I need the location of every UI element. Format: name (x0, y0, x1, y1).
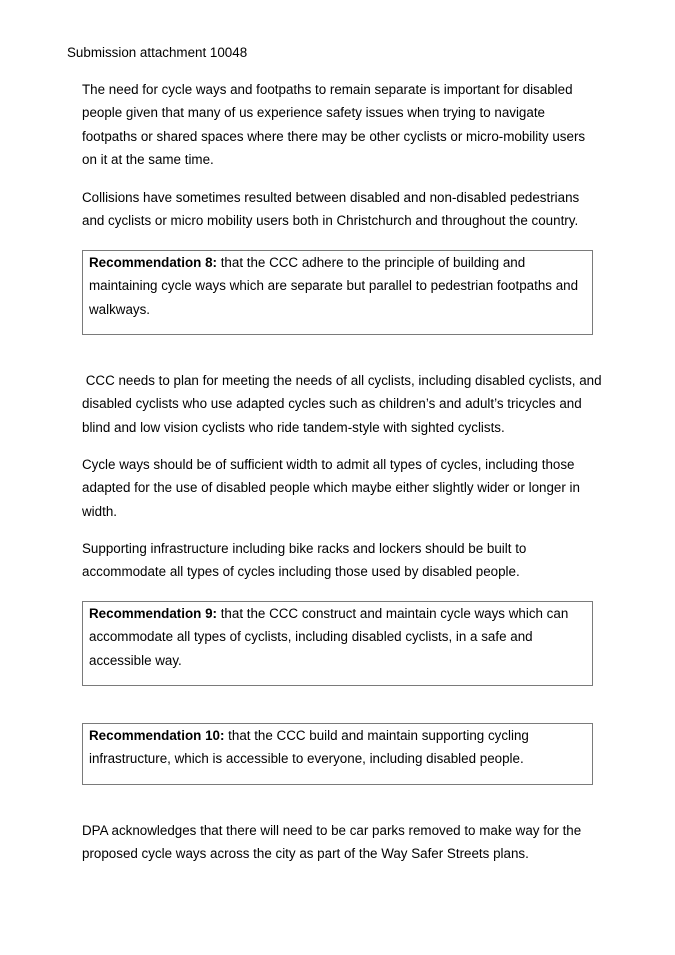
paragraph-infrastructure: Supporting infrastructure including bike racks and lockers should be built to accommodate all types of cycles including those used by disabled people. (82, 541, 527, 580)
recommendation-10-text (89, 724, 586, 771)
recommendation-10-box (82, 723, 593, 785)
recommendation-8-text (89, 251, 586, 321)
document-header: Submission attachment 10048 (67, 45, 248, 60)
recommendation-8-body: that the CCC adhere to the principle of building and maintaining cycle ways which are separate but parallel to pedestrian footpaths and walkways. (89, 255, 579, 317)
paragraph-plan-needs: CCC needs to plan for meeting the needs of all cyclists, including disabled cyclists, and disabled cyclists who use adapted cycles such as children’s and adult’s tricycles and blind and low vision cyclists who ride tandem-style with sighted cyclists. (82, 373, 606, 435)
recommendation-9-label: Recommendation 9: (89, 606, 217, 621)
recommendation-9-text (89, 602, 586, 672)
paragraph-car-parks: DPA acknowledges that there will need to be car parks removed to make way for the proposed cycle ways across the city as part of the Way Safer Streets plans. (82, 823, 582, 862)
paragraph-collisions: Collisions have sometimes resulted between disabled and non-disabled pedestrians and cyclists or micro mobility users both in Christchurch and throughout the country. (82, 190, 580, 229)
recommendation-8-box (82, 250, 593, 335)
recommendation-9-box (82, 601, 593, 686)
recommendation-10-body: that the CCC build and maintain supporting cycling infrastructure, which is accessible to everyone, including disabled people. (89, 728, 529, 767)
paragraph-cycle-width: Cycle ways should be of sufficient width to admit all types of cycles, including those adapted for the use of disabled people which maybe either slightly wider or longer in width. (82, 457, 580, 519)
recommendation-10-label: Recommendation 10: (89, 728, 225, 743)
paragraph-separate-paths: The need for cycle ways and footpaths to remain separate is important for disabled people given that many of us experience safety issues when trying to navigate footpaths or shared spaces where there may be other cyclists or micro-mobility users on it at the same time. (82, 82, 586, 168)
recommendation-9-body: that the CCC construct and maintain cycle ways which can accommodate all types of cyclists, including disabled cyclists, in a safe and accessible way. (89, 606, 569, 668)
recommendation-8-label: Recommendation 8: (89, 255, 217, 270)
